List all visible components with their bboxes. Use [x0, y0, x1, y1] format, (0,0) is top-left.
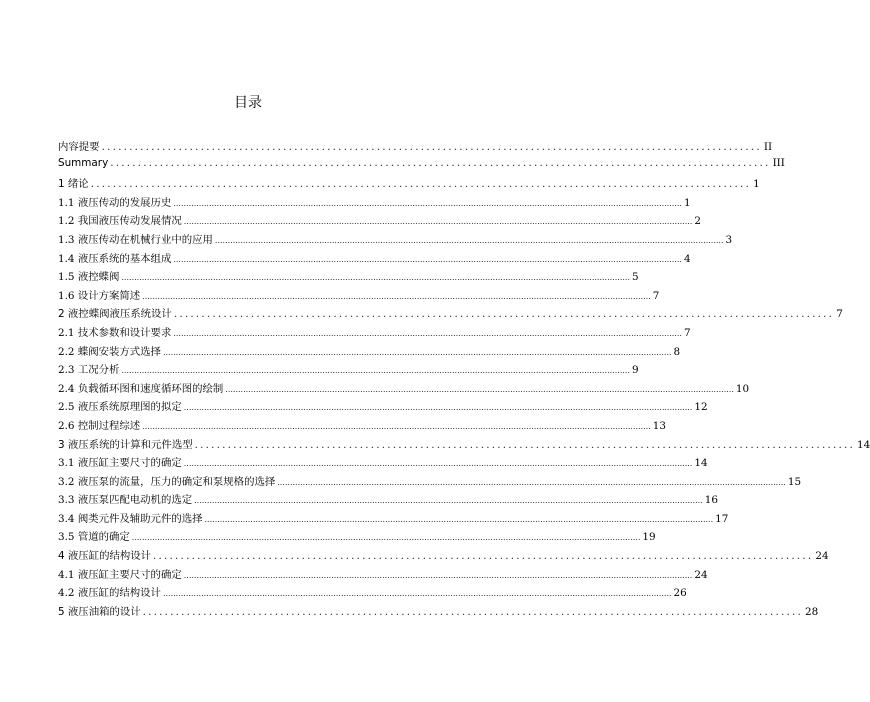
toc-entry[interactable]: [58, 287, 660, 306]
table-of-contents: [58, 138, 870, 621]
toc-page-number: 24: [815, 550, 829, 563]
toc-dot-leader: ........................................................................................................................................................................................................: [277, 477, 786, 487]
toc-dot-leader: ........................................................................................................................: [90, 178, 752, 191]
toc-page-number: 10: [735, 382, 750, 395]
toc-page-number: 1: [753, 178, 760, 191]
toc-entry[interactable]: [58, 268, 639, 287]
toc-dot-leader: ........................................................................................................................................................................................................: [173, 198, 682, 208]
toc-entry-label: 3.2 液压泵的流量，压力的确定和泵规格的选择: [58, 475, 276, 488]
toc-page-number: 28: [805, 605, 819, 618]
toc-page-number: 14: [856, 438, 870, 451]
toc-dot-leader: ........................................................................................................................: [194, 438, 855, 451]
toc-dot-leader: ........................................................................................................................................................................................................: [173, 328, 682, 338]
toc-entry-label: 3.3 液压泵匹配电动机的选定: [58, 494, 193, 507]
toc-page-number: 19: [642, 531, 656, 544]
toc-page-number: 16: [704, 494, 718, 507]
toc-dot-leader: ........................................................................................................................................................................................................: [131, 533, 641, 543]
toc-entry-label: 3 液压系统的计算和元件选型: [58, 438, 193, 451]
toc-page-number: 17: [715, 512, 729, 525]
toc-entry-label: Summary: [58, 156, 109, 169]
toc-entry-label: 2.5 液压系统原理图的拟定: [58, 401, 182, 414]
toc-dot-leader: ........................................................................................................................................................................................................: [183, 403, 693, 413]
toc-page-number: 7: [683, 326, 691, 339]
toc-page-number: III: [772, 156, 785, 169]
toc-entry[interactable]: [58, 212, 701, 231]
toc-page-number: 15: [787, 475, 802, 488]
toc-dot-leader: ........................................................................................................................: [101, 141, 762, 153]
toc-entry-label: 内容提要: [58, 141, 100, 153]
toc-entry-label: 4.1 液压缸主要尺寸的确定: [58, 568, 182, 581]
toc-page-number: 14: [694, 457, 708, 470]
toc-entry[interactable]: [58, 491, 718, 510]
toc-entry[interactable]: [58, 194, 691, 213]
toc-dot-leader: ........................................................................................................................: [142, 605, 804, 618]
toc-entry-label: 3.1 液压缸主要尺寸的确定: [58, 457, 182, 470]
toc-dot-leader: ........................................................................................................................: [153, 550, 814, 563]
toc-page-number: 12: [694, 401, 708, 414]
toc-dot-leader: ........................................................................................................................: [173, 308, 835, 321]
toc-page-number: 4: [683, 252, 691, 265]
toc-entry[interactable]: [58, 603, 819, 622]
toc-page-number: 7: [836, 308, 843, 321]
toc-entry-label: 2.6 控制过程综述: [58, 419, 141, 432]
toc-entry[interactable]: [58, 361, 639, 380]
page-title: 目录: [234, 95, 262, 111]
toc-entry[interactable]: [58, 324, 691, 343]
toc-entry[interactable]: [58, 436, 870, 455]
toc-entry[interactable]: [58, 231, 733, 250]
toc-entry[interactable]: [58, 156, 785, 176]
toc-page-number: 13: [652, 419, 666, 432]
toc-page-number: 26: [673, 587, 687, 600]
toc-page-number: 1: [683, 196, 691, 209]
toc-entry-label: 3.4 阀类元件及辅助元件的选择: [58, 512, 203, 525]
toc-entry[interactable]: [58, 250, 691, 269]
toc-entry-label: 5 液压油箱的设计: [58, 605, 141, 618]
toc-page-number: 7: [652, 289, 660, 302]
toc-dot-leader: ........................................................................................................................................................................................................: [194, 496, 703, 506]
toc-dot-leader: ........................................................................................................................................................................................................: [173, 254, 682, 264]
toc-dot-leader: ........................................................................................................................................................................................................: [214, 235, 724, 245]
toc-dot-leader: ........................................................................................................................................................................................................: [204, 514, 714, 524]
toc-entry[interactable]: [58, 398, 708, 417]
toc-entry-label: 1.1 液压传动的发展历史: [58, 196, 172, 209]
toc-entry-label: 2.3 工况分析: [58, 364, 120, 377]
toc-dot-leader: ........................................................................................................................................................................................................: [162, 347, 672, 357]
toc-entry[interactable]: [58, 380, 750, 399]
toc-page-number: 3: [725, 233, 733, 246]
toc-entry-label: 2.4 负载循环图和速度循环图的绘制: [58, 382, 224, 395]
toc-dot-leader: ........................................................................................................................................................................................................: [121, 273, 630, 283]
toc-dot-leader: ........................................................................................................................................................................................................: [162, 589, 672, 599]
toc-entry[interactable]: [58, 138, 773, 157]
toc-entry[interactable]: [58, 305, 843, 324]
toc-entry[interactable]: [58, 566, 708, 585]
toc-page-number: II: [763, 141, 773, 153]
toc-entry-label: 1.6 设计方案简述: [58, 289, 141, 302]
toc-page-number: 5: [631, 271, 639, 284]
toc-entry[interactable]: [58, 454, 708, 473]
toc-dot-leader: ........................................................................................................................................................................................................: [183, 459, 693, 469]
toc-entry[interactable]: [58, 510, 729, 529]
toc-entry-label: 1.4 液压系统的基本组成: [58, 252, 172, 265]
toc-dot-leader: ........................................................................................................................................................................................................: [142, 421, 651, 431]
toc-dot-leader: ........................................................................................................................: [110, 156, 771, 169]
toc-entry[interactable]: [58, 417, 666, 436]
toc-dot-leader: ........................................................................................................................................................................................................: [183, 570, 693, 580]
toc-entry-label: 1.5 液控蝶阀: [58, 271, 120, 284]
toc-entry[interactable]: [58, 473, 802, 492]
toc-entry[interactable]: [58, 343, 681, 362]
toc-entry[interactable]: [58, 175, 760, 194]
toc-entry-label: 3.5 管道的确定: [58, 531, 130, 544]
toc-entry-label: 1.3 液压传动在机械行业中的应用: [58, 233, 213, 246]
toc-page-number: 8: [673, 345, 681, 358]
toc-dot-leader: ........................................................................................................................................................................................................: [225, 384, 734, 394]
toc-entry[interactable]: [58, 528, 656, 547]
toc-page-number: 24: [694, 568, 708, 581]
toc-page-number: 2: [694, 215, 701, 228]
toc-entry-label: 2 液控蝶阀液压系统设计: [58, 308, 172, 321]
toc-entry-label: 1 绪论: [58, 178, 89, 191]
toc-dot-leader: ........................................................................................................................................................................................................: [183, 217, 693, 227]
toc-dot-leader: ........................................................................................................................................................................................................: [142, 291, 651, 301]
toc-entry-label: 4.2 液压缸的结构设计: [58, 587, 161, 600]
toc-entry-label: 4 液压缸的结构设计: [58, 550, 152, 563]
toc-entry[interactable]: [58, 547, 829, 566]
toc-dot-leader: ........................................................................................................................................................................................................: [121, 366, 630, 376]
toc-page-number: 9: [631, 364, 639, 377]
toc-entry[interactable]: [58, 584, 687, 603]
toc-entry-label: 2.1 技术参数和设计要求: [58, 326, 172, 339]
toc-entry-label: 2.2 蝶阀安装方式选择: [58, 345, 161, 358]
toc-entry-label: 1.2 我国液压传动发展情况: [58, 215, 182, 228]
